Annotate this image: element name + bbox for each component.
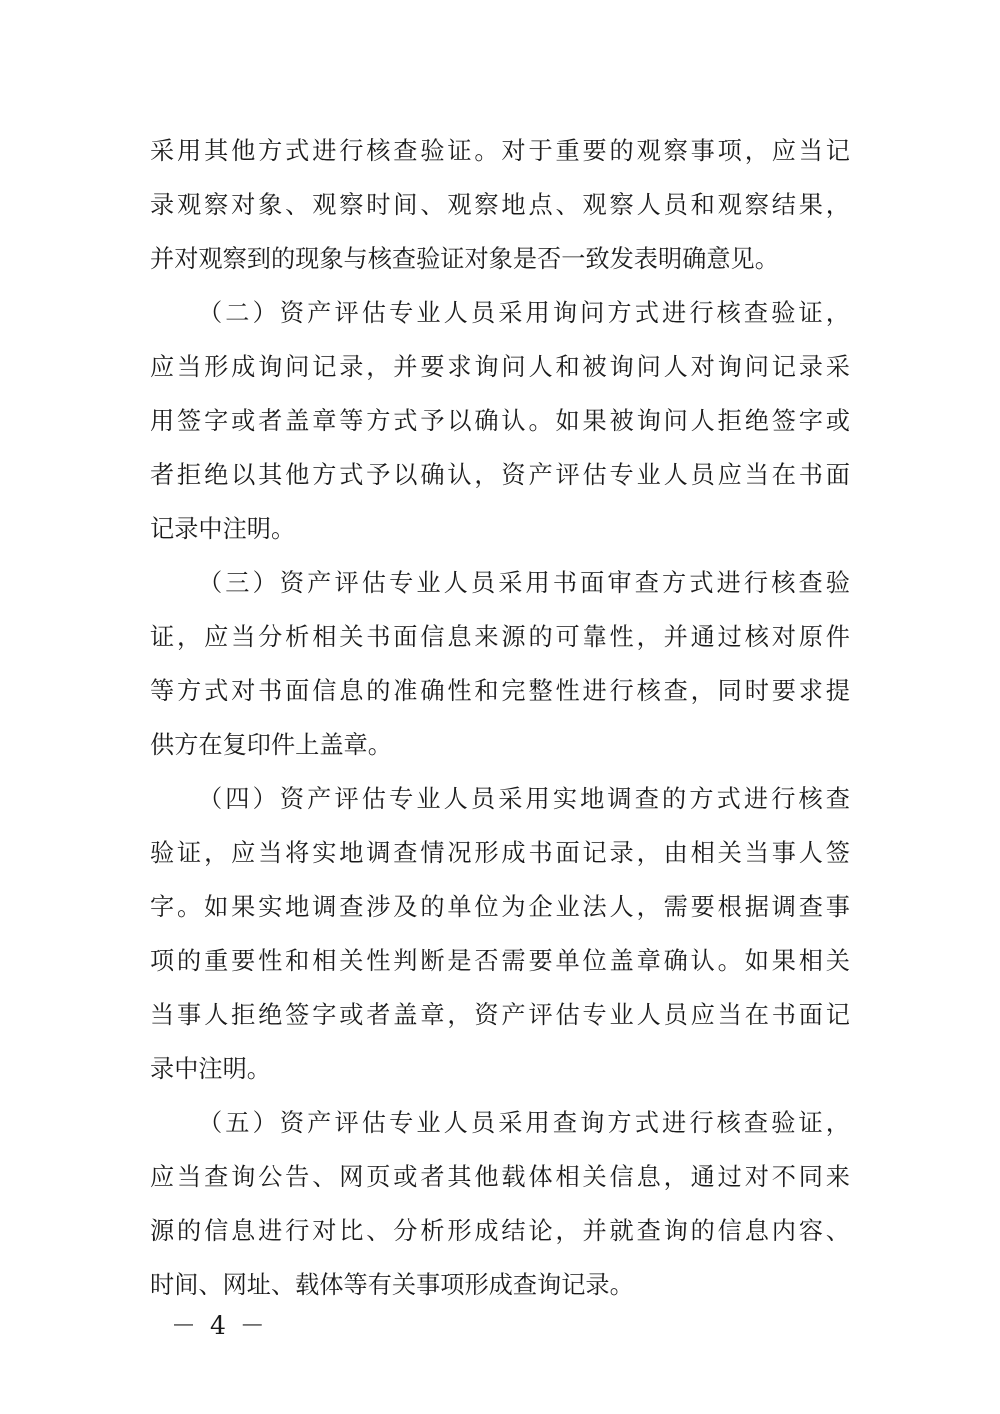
page-number: － 4 － [171, 1311, 268, 1340]
paragraph-site-investigation [150, 772, 850, 1096]
text-line: 项的重要性和相关性判断是否需要单位盖章确认。如果相关 [150, 947, 850, 975]
text-line: 用签字或者盖章等方式予以确认。如果被询问人拒绝签字或 [150, 407, 850, 435]
text-line: 证，应当分析相关书面信息来源的可靠性，并通过核对原件 [150, 623, 850, 651]
text-line: 采用其他方式进行核查验证。对于重要的观察事项，应当记 [150, 137, 850, 165]
text-line: （四）资产评估专业人员采用实地调查的方式进行核查 [198, 785, 850, 813]
text-line: 录中注明。 [150, 1055, 271, 1083]
text-line: 当事人拒绝签字或者盖章，资产评估专业人员应当在书面记 [150, 1001, 850, 1029]
text-line: 时间、网址、载体等有关事项形成查询记录。 [150, 1271, 634, 1299]
text-line: 录观察对象、观察时间、观察地点、观察人员和观察结果， [150, 191, 850, 219]
text-line: （三）资产评估专业人员采用书面审查方式进行核查验 [198, 569, 850, 597]
text-line: 记录中注明。 [150, 515, 296, 543]
paragraph-document-review [150, 556, 850, 772]
text-line: 验证，应当将实地调查情况形成书面记录，由相关当事人签 [150, 839, 850, 867]
text-line: 字。如果实地调查涉及的单位为企业法人，需要根据调查事 [150, 893, 850, 921]
text-line: 源的信息进行对比、分析形成结论，并就查询的信息内容、 [150, 1217, 850, 1245]
document-body [150, 124, 850, 1312]
text-line: 供方在复印件上盖章。 [150, 731, 392, 759]
text-line: （五）资产评估专业人员采用查询方式进行核查验证， [198, 1109, 850, 1137]
text-line: 应当查询公告、网页或者其他载体相关信息，通过对不同来 [150, 1163, 850, 1191]
text-line: 等方式对书面信息的准确性和完整性进行核查，同时要求提 [150, 677, 850, 705]
text-line: 者拒绝以其他方式予以确认，资产评估专业人员应当在书面 [150, 461, 850, 489]
paragraph-inquiry [150, 286, 850, 556]
paragraph-query [150, 1096, 850, 1312]
text-line: 并对观察到的现象与核查验证对象是否一致发表明确意见。 [150, 245, 779, 273]
paragraph-observation [150, 124, 850, 286]
text-line: （二）资产评估专业人员采用询问方式进行核查验证， [198, 299, 850, 327]
text-line: 应当形成询问记录，并要求询问人和被询问人对询问记录采 [150, 353, 850, 381]
